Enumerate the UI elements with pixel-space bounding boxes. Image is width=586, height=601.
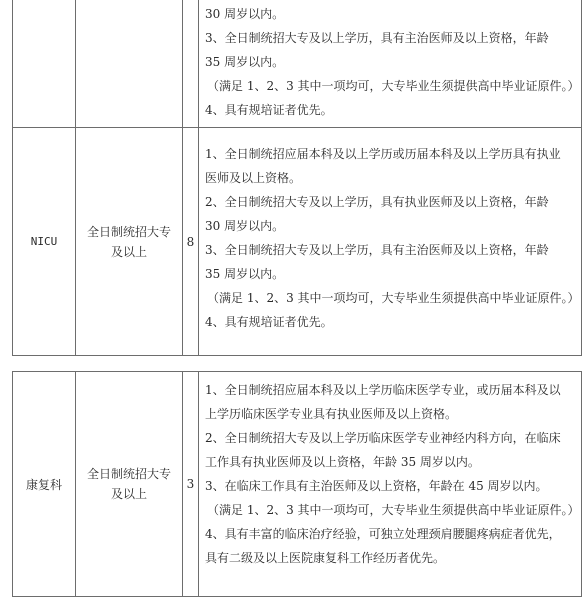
dept-name: 康复科	[13, 372, 76, 597]
requirement-note: （满足 1、2、3 其中一项均可，大专毕业生须提供高中毕业证原件。）	[207, 79, 580, 93]
requirement-line: 医师及以上资格。	[205, 171, 302, 185]
requirement-line: 3、全日制统招大专及以上学历，具有主治医师及以上资格，年龄	[205, 31, 549, 45]
headcount: 8	[183, 128, 199, 356]
requirement-line: 3、全日制统招大专及以上学历，具有主治医师及以上资格，年龄	[205, 243, 549, 257]
table-row-nicu	[13, 128, 582, 356]
requirement-line: 35 周岁以内。	[205, 55, 285, 69]
requirement-line: 1、全日制统招应届本科及以上学历临床医学专业，或历届本科及以	[205, 383, 561, 397]
dept-name: NICU	[13, 128, 76, 356]
requirement-note: （满足 1、2、3 其中一项均可，大专毕业生须提供高中毕业证原件。）	[207, 291, 580, 305]
headcount: 3	[183, 372, 199, 597]
education-line: 及以上	[110, 244, 147, 259]
education-cell	[76, 0, 183, 128]
requirement-note: （满足 1、2、3 其中一项均可，大专毕业生须提供高中毕业证原件。）	[207, 503, 580, 517]
recruitment-table-top	[12, 0, 582, 356]
requirement-line: 1、全日制统招应届本科及以上学历或历届本科及以上学历具有执业	[205, 147, 561, 161]
requirement-line: 2、全日制统招大专及以上学历临床医学专业神经内科方向，在临床	[205, 431, 561, 445]
requirement-line: 具有二级及以上医院康复科工作经历者优先。	[205, 551, 446, 565]
recruitment-table-bottom	[12, 371, 582, 597]
education-line: 全日制统招大专	[86, 224, 171, 239]
dept-cell	[13, 0, 76, 128]
table-row-rehab	[13, 372, 582, 597]
headcount-cell	[183, 0, 199, 128]
requirement-line: 35 周岁以内。	[205, 267, 285, 281]
requirements-cell	[199, 0, 582, 128]
education-requirement	[76, 372, 183, 597]
education-line: 及以上	[110, 487, 147, 501]
requirement-line: 4、具有规培证者优先。	[205, 315, 333, 329]
table-row-continued	[13, 0, 582, 128]
education-requirement	[76, 128, 183, 356]
education-line: 全日制统招大专	[86, 467, 171, 481]
requirement-line: 30 周岁以内。	[205, 7, 285, 21]
requirement-line: 上学历临床医学专业具有执业医师及以上资格。	[205, 407, 458, 421]
requirements-cell	[199, 372, 582, 597]
requirement-line: 4、具有丰富的临床治疗经验，可独立处理颈肩腰腿疼病症者优先，	[205, 527, 561, 541]
requirement-line: 30 周岁以内。	[205, 219, 285, 233]
requirements-cell	[199, 128, 582, 356]
requirement-line: 2、全日制统招大专及以上学历，具有执业医师及以上资格，年龄	[205, 195, 549, 209]
page-gap	[0, 360, 586, 371]
requirement-line: 3、在临床工作具有主治医师及以上资格，年龄在 45 周岁以内。	[205, 479, 548, 493]
requirement-line: 工作具有执业医师及以上资格，年龄 35 周岁以内。	[205, 455, 480, 469]
requirement-line: 4、具有规培证者优先。	[205, 103, 333, 117]
